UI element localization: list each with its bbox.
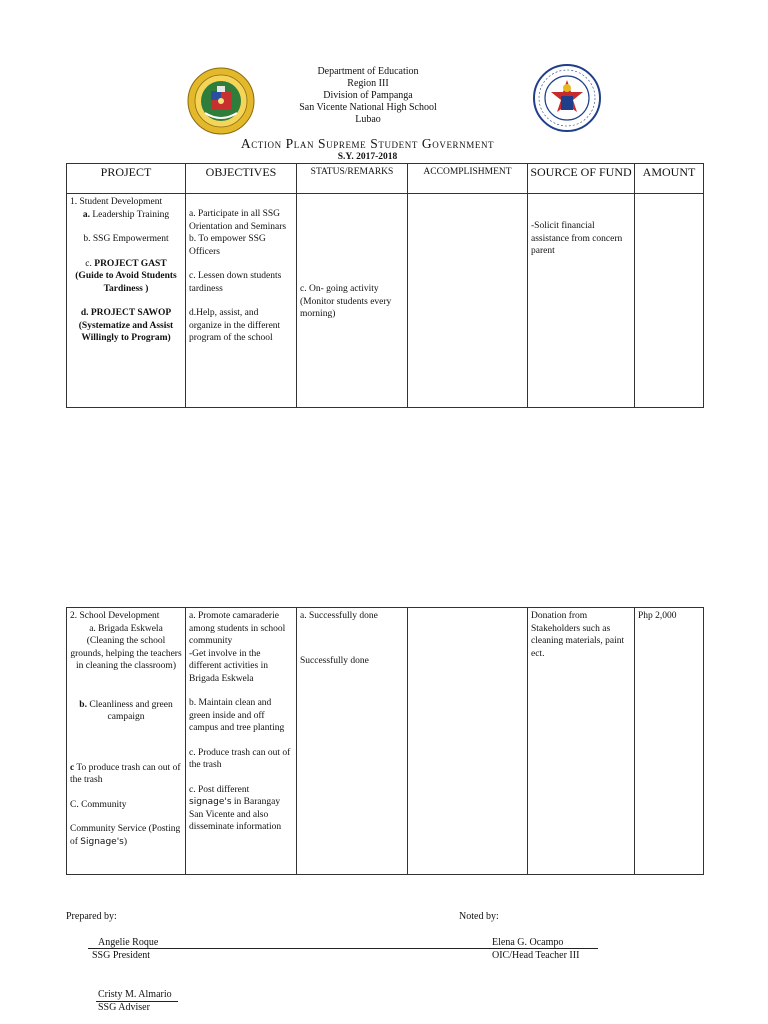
project-sawop-desc: (Systematize and Assist Willingly to Program) — [78, 320, 174, 343]
objectives-cell-2 — [186, 608, 297, 875]
prepared-name-2: Cristy M. Almario — [98, 989, 172, 1000]
status-ongoing: c. On- going activity (Monitor students every morning) — [300, 284, 392, 319]
project-leadership-training: a. Leadership Training — [82, 209, 170, 220]
objective-participate: a. Participate in all SSG Orientation and Seminars — [189, 209, 287, 232]
accomplishment-cell — [408, 194, 528, 408]
header-region: Region III — [347, 78, 389, 89]
col-objectives: OBJECTIVES — [186, 164, 297, 194]
action-plan-table-1 — [66, 163, 704, 408]
project-school-development: 2. School Development — [70, 611, 160, 621]
project-trash-can: c To produce trash can out of the trash — [70, 762, 181, 785]
project-community-service: Community Service (Posting of Signage's) — [70, 824, 181, 847]
project-brigada: a. Brigada Eskwela — [89, 623, 163, 634]
objective-clean-green: b. Maintain clean and green inside and off campus and tree planting — [189, 698, 285, 733]
objective-trash-can: c. Produce trash can out of the trash — [189, 747, 291, 770]
document-title: Action Plan Supreme Student Government — [240, 136, 495, 151]
col-status: STATUS/REMARKS — [297, 164, 408, 194]
project-cell-2 — [67, 608, 186, 875]
objectives-cell — [186, 194, 297, 408]
status-success-1: a. Successfully done — [300, 611, 378, 621]
project-community: C. Community — [70, 799, 127, 810]
source-cell — [528, 194, 635, 408]
amount-value: Php 2,000 — [638, 611, 677, 621]
deped-seal-left — [187, 67, 255, 135]
col-project: PROJECT — [67, 164, 186, 194]
project-student-development: 1. Student Development — [70, 197, 163, 207]
objective-lessen-tardiness: c. Lessen down students tardiness — [189, 271, 282, 294]
prepared-name-1: Angelie Roque — [98, 937, 159, 948]
noted-by-label: Noted by: — [459, 911, 499, 922]
status-cell-2 — [297, 608, 408, 875]
header-division: Division of Pampanga — [323, 90, 413, 101]
objective-brigada: -Get involve in the different activities in Brigada Eskwela — [189, 648, 268, 684]
objective-help-assist: d.Help, assist, and organize in the different program of the school — [189, 308, 281, 343]
source-donation: Donation from Stakeholders such as cleaning materials, paint ect. — [531, 611, 625, 659]
project-gast-desc: (Guide to Avoid Students Tardiness ) — [75, 271, 177, 294]
noted-role-1: OIC/Head Teacher III — [492, 950, 580, 961]
accomplishment-cell-2 — [408, 608, 528, 875]
header-department: Department of Education — [317, 66, 419, 77]
amount-cell — [635, 194, 704, 408]
school-year: S.Y. 2017-2018 — [337, 152, 398, 162]
objective-camaraderie: a. Promote camaraderie among students in school community — [189, 611, 286, 646]
project-cleanliness: b. Cleanliness and green campaign — [79, 699, 173, 722]
amount-cell-2 — [635, 608, 704, 875]
header-school: San Vicente National High School — [299, 102, 437, 113]
project-sawop-title: d. PROJECT SAWOP — [80, 308, 172, 318]
project-gast-title: c. PROJECT GAST — [85, 258, 167, 269]
action-plan-table-2 — [66, 607, 704, 875]
project-cell — [67, 194, 186, 408]
source-cell-2 — [528, 608, 635, 875]
col-source-of-fund: SOURCE OF FUND — [528, 164, 635, 194]
source-solicit: -Solicit financial assistance from concern parent — [531, 221, 623, 256]
status-cell — [297, 194, 408, 408]
project-brigada-desc: (Cleaning the school grounds, helping the teachers in cleaning the classroom) — [70, 636, 182, 671]
objective-post-signage: c. Post different signage's in Barangay San Vicente and also disseminate information — [189, 784, 282, 832]
prepared-role-1: SSG President — [92, 950, 151, 961]
status-success-2: Successfully done — [300, 655, 369, 666]
prepared-by-label: Prepared by: — [66, 911, 117, 922]
deped-seal-right — [533, 64, 601, 132]
col-accomplishment: ACCOMPLISHMENT — [408, 164, 528, 194]
noted-name-1: Elena G. Ocampo — [492, 937, 564, 948]
col-amount: AMOUNT — [635, 164, 704, 194]
header-municipality: Lubao — [355, 114, 381, 125]
project-ssg-empowerment: b. SSG Empowerment — [83, 234, 169, 244]
objective-empower: b. To empower SSG Officers — [189, 234, 266, 257]
prepared-role-2: SSG Adviser — [98, 1002, 150, 1013]
